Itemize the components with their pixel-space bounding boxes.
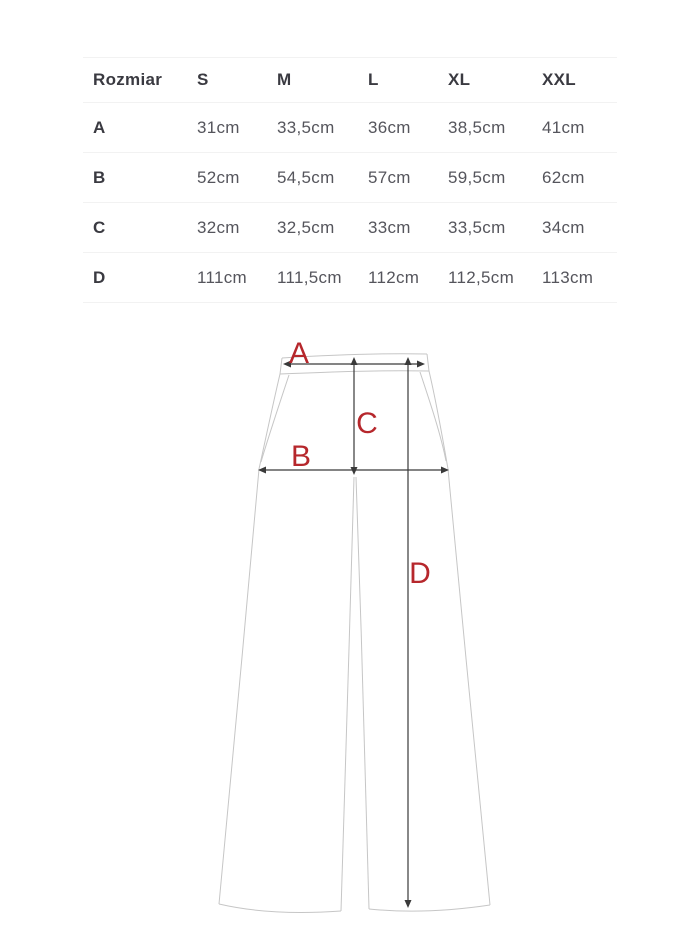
dimension-label-b: B (290, 440, 312, 473)
dimension-label-a: A (288, 337, 310, 370)
arrowhead-right (417, 361, 425, 368)
left-leg-inner-seam (341, 477, 354, 911)
left-leg-outer-seam (219, 469, 259, 904)
right-leg-outer-seam (448, 469, 490, 905)
dimension-label-c: C (356, 407, 378, 440)
row-label-a: A (93, 117, 106, 137)
cell-c-s: 32cm (197, 217, 240, 237)
cell-b-s: 52cm (197, 167, 240, 187)
column-header-s: S (197, 70, 209, 89)
row-label-d: D (93, 267, 106, 287)
cell-c-m: 32,5cm (277, 217, 335, 237)
measure-d-arrow (405, 357, 412, 908)
cell-a-l: 36cm (368, 117, 411, 137)
column-header-rozmiar: Rozmiar (93, 70, 163, 89)
cell-b-m: 54,5cm (277, 167, 335, 187)
cell-a-m: 33,5cm (277, 117, 335, 137)
left-pocket-line (261, 375, 289, 462)
dimension-label-d: D (409, 557, 431, 590)
waistband-left-edge (280, 358, 282, 374)
column-header-xxl: XXL (542, 70, 576, 89)
right-pocket-line (420, 372, 446, 461)
cell-d-l: 112cm (368, 267, 420, 287)
column-header-l: L (368, 70, 379, 89)
cell-b-l: 57cm (368, 167, 411, 187)
left-leg-hem (219, 904, 341, 913)
arrowhead-down (405, 900, 412, 908)
cell-a-xl: 38,5cm (448, 117, 506, 137)
waistband-right-edge (427, 354, 429, 371)
column-header-m: M (277, 70, 292, 89)
row-label-b: B (93, 167, 106, 187)
arrowhead-up (405, 357, 412, 365)
cell-a-xxl: 41cm (542, 117, 585, 137)
cell-b-xxl: 62cm (542, 167, 585, 187)
arrowhead-up (351, 357, 358, 365)
cell-d-s: 111cm (197, 267, 248, 287)
right-leg-hem (369, 905, 490, 911)
right-leg-inner-seam (356, 477, 369, 909)
arrowhead-down (351, 467, 358, 475)
cell-b-xl: 59,5cm (448, 167, 506, 187)
cell-d-m: 111,5cm (277, 267, 342, 287)
column-header-xl: XL (448, 70, 471, 89)
row-label-c: C (93, 217, 106, 237)
cell-d-xl: 112,5cm (448, 267, 515, 287)
left-side-seam (259, 374, 280, 469)
cell-c-xxl: 34cm (542, 217, 585, 237)
right-side-seam (429, 371, 448, 469)
cell-c-xl: 33,5cm (448, 217, 506, 237)
cell-c-l: 33cm (368, 217, 411, 237)
cell-a-s: 31cm (197, 117, 240, 137)
cell-d-xxl: 113cm (542, 267, 594, 287)
